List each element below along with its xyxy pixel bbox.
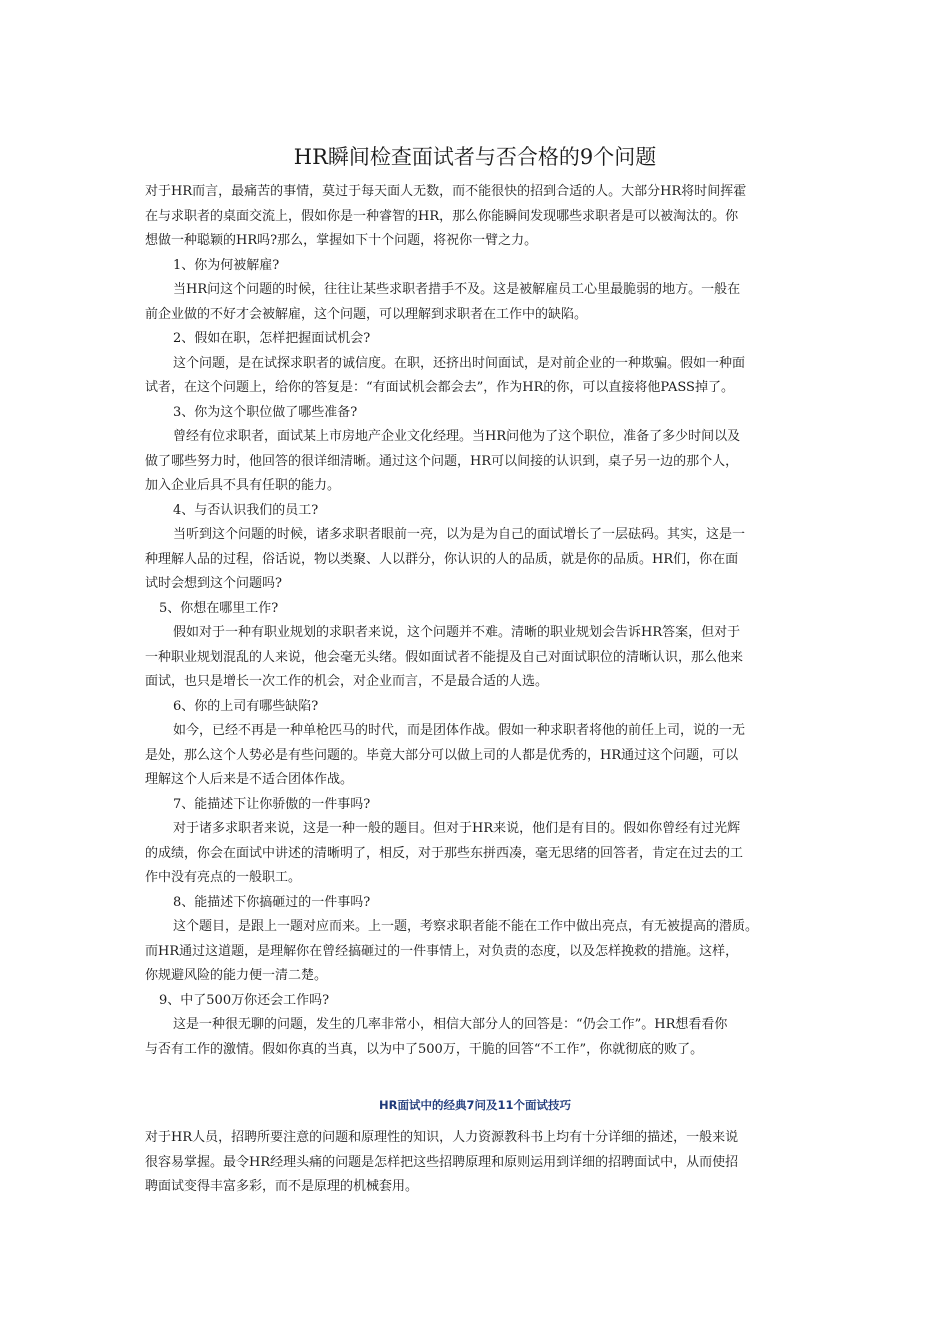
document-title: HR瞬间检查面试者与否合格的9个问题 <box>293 145 657 169</box>
paragraph-line: 是处，那么这个人势必是有些问题的。毕竟大部分可以做上司的人都是优秀的，HR通过这个问题，可以 <box>145 747 739 763</box>
paragraph-line: 曾经有位求职者，面试某上市房地产企业文化经理。当HR问他为了这个职位，准备了多少时间以及 <box>173 429 741 444</box>
paragraph-line: 的成绩，你会在面试中讲述的清晰明了，相反，对于那些东拼西凑，毫无思绪的回答者，肯定在过去的工 <box>145 845 744 861</box>
paragraph-line: 聘面试变得丰富多彩，而不是原理的机械套用。 <box>145 1179 419 1194</box>
paragraph-line: 种理解人品的过程，俗话说，物以类聚、人以群分，你认识的人的品质，就是你的品质。HR们，你在面 <box>145 551 739 567</box>
paragraph-line: 作中没有亮点的一般职工。 <box>145 870 302 885</box>
question-heading: 3、你为这个职位做了哪些准备? <box>173 404 358 420</box>
question-heading: 5、你想在哪里工作? <box>159 600 279 616</box>
question-heading: 2、假如在职，怎样把握面试机会? <box>173 331 371 346</box>
paragraph-line: 而HR通过这道题，是理解你在曾经搞砸过的一件事情上，对负责的态度，以及怎样挽救的措施。这样， <box>145 943 739 959</box>
paragraph-line: 如今，已经不再是一种单枪匹马的时代，而是团体作战。假如一种求职者将他的前任上司，说的一无 <box>173 723 746 738</box>
paragraph-line: 当HR问这个问题的时候，往往让某些求职者措手不及。这是被解雇员工心里最脆弱的地方。一般在 <box>173 282 741 297</box>
intro-line: 想做一种聪颖的HR吗?那么，掌握如下十个问题，将祝你一臂之力。 <box>145 233 538 248</box>
paragraph-line: 试者，在这个问题上，给你的答复是：“有面试机会都会去”，作为HR的你，可以直接将他PASS掉了。 <box>145 380 734 395</box>
question-heading: 9、中了500万你还会工作吗? <box>159 992 330 1008</box>
paragraph-line: 这个问题，是在试探求职者的诚信度。在职，还挤出时间面试，是对前企业的一种欺骗。假如一种面 <box>173 355 746 371</box>
paragraph-line: 对于HR人员，招聘所要注意的问题和原理性的知识，人力资源教科书上均有十分详细的描述，一般来说 <box>145 1130 739 1145</box>
paragraph-line: 前企业做的不好才会被解雇，这个问题，可以理解到求职者在工作中的缺陷。 <box>145 306 588 322</box>
intro-line: 对于HR而言，最痛苦的事情，莫过于每天面人无数，而不能很快的招到合适的人。大部分HR将时间挥霍 <box>145 184 747 199</box>
paragraph-line: 这个题目，是跟上一题对应而来。上一题，考察求职者能不能在工作中做出亮点，有无被提高的潜质。 <box>173 919 759 934</box>
paragraph-line: 你规避风险的能力便一清二楚。 <box>145 968 328 983</box>
section-subtitle: HR面试中的经典7问及11个面试技巧 <box>379 1098 571 1112</box>
intro-line: 在与求职者的桌面交流上，假如你是一种睿智的HR，那么你能瞬间发现哪些求职者是可以被淘汰的。你 <box>145 208 739 224</box>
question-heading: 1、你为何被解雇? <box>173 257 280 273</box>
paragraph-line: 加入企业后具不具有任职的能力。 <box>145 478 341 493</box>
paragraph-line: 与否有工作的激情。假如你真的当真，以为中了500万，干脆的回答“不工作”，你就彻底的败了。 <box>145 1041 704 1057</box>
paragraph-line: 对于诸多求职者来说，这是一种一般的题目。但对于HR来说，他们是有目的。假如你曾经有过光辉 <box>173 821 741 836</box>
question-heading: 7、能描述下让你骄傲的一件事吗? <box>173 796 371 812</box>
paragraph-line: 这是一种很无聊的问题，发生的几率非常小，相信大部分人的回答是：“仍会工作”。HR想看看你 <box>173 1017 728 1032</box>
question-heading: 6、你的上司有哪些缺陷? <box>173 698 319 714</box>
closing-body <box>145 1126 825 1200</box>
document-body <box>145 180 825 1062</box>
question-heading: 4、与否认识我们的员工? <box>173 502 319 518</box>
paragraph-line: 面试，也只是增长一次工作的机会，对企业而言，不是最合适的人选。 <box>145 674 549 689</box>
paragraph-line: 一种职业规划混乱的人来说，他会毫无头绪。假如面试者不能提及自己对面试职位的清晰认识，那么他来 <box>145 649 744 665</box>
paragraph-line: 理解这个人后来是不适合团体作战。 <box>145 772 354 787</box>
question-heading: 8、能描述下你搞砸过的一件事吗? <box>173 894 371 910</box>
paragraph-line: 试时会想到这个问题吗? <box>145 576 282 591</box>
paragraph-line: 很容易掌握。最令HR经理头痛的问题是怎样把这些招聘原理和原则运用到详细的招聘面试中，从而使招 <box>145 1154 739 1170</box>
paragraph-line: 假如对于一种有职业规划的求职者来说，这个问题并不难。清晰的职业规划会告诉HR答案，但对于 <box>173 625 741 640</box>
paragraph-line: 做了哪些努力时，他回答的很详细清晰。通过这个问题，HR可以间接的认识到，桌子另一边的那个人， <box>145 453 739 469</box>
paragraph-line: 当听到这个问题的时候，诸多求职者眼前一亮，以为是为自己的面试增长了一层砝码。其实，这是一 <box>173 527 746 542</box>
